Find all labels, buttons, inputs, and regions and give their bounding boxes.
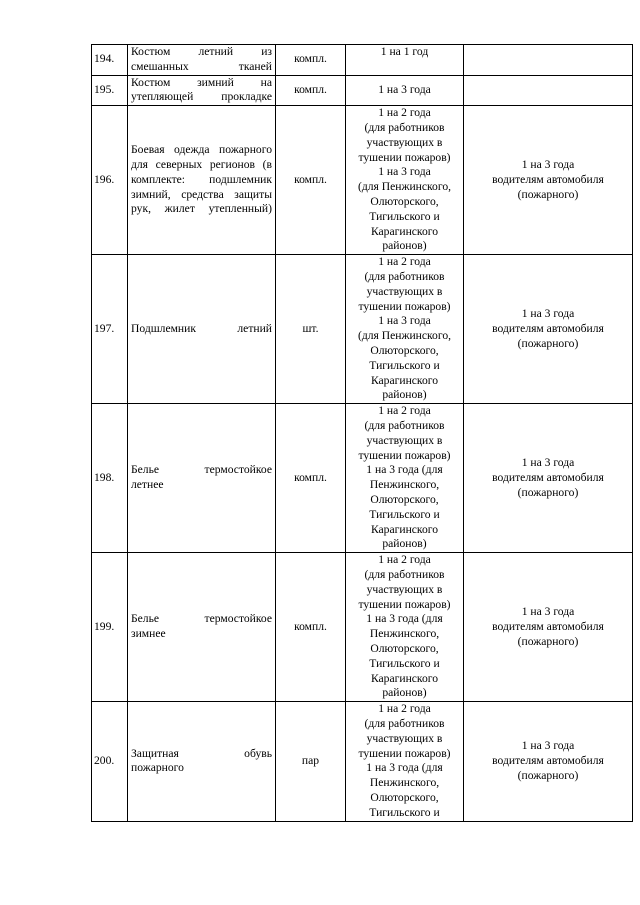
table-row xyxy=(92,255,633,404)
issue-norm-line: Пенжинского, xyxy=(369,776,440,790)
driver-norm xyxy=(464,702,633,821)
issue-norm-line: Тигильского и xyxy=(369,358,440,372)
issue-norm-line: тушении пожаров) xyxy=(358,299,451,313)
driver-norm xyxy=(464,404,633,553)
issue-norm-line: Олюторского, xyxy=(370,492,439,506)
row-number: 198. xyxy=(92,404,128,553)
driver-norm-line: водителям автомобиля xyxy=(492,619,604,633)
issue-norm xyxy=(346,553,464,702)
item-name-line: рук, жилет утепленный) xyxy=(131,202,272,216)
table-row xyxy=(92,75,633,106)
issue-norm-line: 1 на 3 года xyxy=(378,165,431,179)
issue-norm-line: Тигильского и xyxy=(369,805,440,819)
issue-norm-line: (для работников xyxy=(364,419,445,432)
issue-norm-line: районов) xyxy=(382,537,427,551)
row-number: 195. xyxy=(92,75,128,106)
item-name xyxy=(128,75,276,106)
driver-norm xyxy=(464,45,633,76)
item-name-line: для северных регионов (в xyxy=(131,157,272,171)
issue-norm-line: 1 на 3 года xyxy=(378,82,431,96)
issue-norm-line: 1 на 3 года (для xyxy=(366,761,443,775)
item-name xyxy=(128,45,276,76)
item-name xyxy=(128,404,276,553)
driver-norm xyxy=(464,75,633,106)
issue-norm-line: Карагинского xyxy=(370,671,439,685)
item-name xyxy=(128,553,276,702)
item-name-line: Защитная обувь xyxy=(131,746,272,760)
issue-norm-line: 1 на 2 года xyxy=(378,702,431,716)
issue-norm-line: Тигильского и xyxy=(369,656,440,670)
issue-norm-line: 1 на 1 год xyxy=(380,45,429,58)
issue-norm-line: Тигильского и xyxy=(369,209,440,223)
issue-norm-line: Пенжинского, xyxy=(369,627,440,641)
table-row xyxy=(92,553,633,702)
issue-norm-line: участвующих в xyxy=(366,582,443,596)
issue-norm-line: 1 на 3 года (для xyxy=(366,612,443,626)
driver-norm xyxy=(464,553,633,702)
issue-norm-line: (для работников xyxy=(364,568,445,581)
driver-norm-line: 1 на 3 года xyxy=(521,157,575,171)
issue-norm-line: Олюторского, xyxy=(370,194,439,208)
issue-norm-line: Олюторского, xyxy=(370,641,439,655)
driver-norm xyxy=(464,106,633,255)
unit-cell: шт. xyxy=(276,255,346,404)
row-number: 196. xyxy=(92,106,128,255)
issue-norm-line: 1 на 3 года (для xyxy=(366,463,443,477)
issue-norm-line: (для работников xyxy=(364,270,445,283)
item-name-line: комплекте: подшлемник xyxy=(131,172,272,186)
item-name xyxy=(128,106,276,255)
issue-norm-line: Пенжинского, xyxy=(369,478,440,492)
driver-norm-line: (пожарного) xyxy=(517,336,579,350)
issue-norm xyxy=(346,45,464,76)
issue-norm-line: 1 на 2 года xyxy=(378,404,431,418)
item-name-line: утепляющей прокладке xyxy=(131,90,272,104)
item-name-line: зимний, средства защиты xyxy=(131,187,272,201)
issue-norm-line: (для работников xyxy=(364,121,445,134)
norms-table xyxy=(91,44,633,822)
row-number: 194. xyxy=(92,45,128,76)
unit-cell: компл. xyxy=(276,106,346,255)
driver-norm-line: (пожарного) xyxy=(517,187,579,201)
item-name xyxy=(128,255,276,404)
issue-norm xyxy=(346,255,464,404)
item-name-line: Костюм зимний на xyxy=(131,75,272,89)
driver-norm-line: (пожарного) xyxy=(517,485,579,499)
driver-norm-line: (пожарного) xyxy=(517,634,579,648)
item-name-line: Боевая одежда пожарного xyxy=(131,143,272,157)
issue-norm-line: 1 на 3 года xyxy=(378,314,431,328)
issue-norm xyxy=(346,75,464,106)
issue-norm-line: (для Пенжинского, xyxy=(357,180,452,194)
issue-norm-line: участвующих в xyxy=(366,731,443,745)
row-number: 197. xyxy=(92,255,128,404)
item-name-line: Белье термостойкое xyxy=(131,463,272,477)
item-name-line: смешанных тканей xyxy=(131,59,272,73)
driver-norm-line: водителям автомобиля xyxy=(492,753,604,767)
unit-cell: пар xyxy=(276,702,346,821)
unit-cell: компл. xyxy=(276,75,346,106)
norms-table-body xyxy=(92,45,633,822)
item-name-line: летнее xyxy=(131,478,164,492)
issue-norm-line: участвующих в xyxy=(366,135,443,149)
issue-norm-line: 1 на 2 года xyxy=(378,255,431,269)
driver-norm-line: водителям автомобиля xyxy=(492,321,604,335)
issue-norm-line: Тигильского и xyxy=(369,507,440,521)
issue-norm-line: участвующих в xyxy=(366,433,443,447)
driver-norm-line: 1 на 3 года xyxy=(521,604,575,618)
issue-norm-line: 1 на 2 года xyxy=(378,106,431,120)
issue-norm-line: участвующих в xyxy=(366,284,443,298)
issue-norm-line: 1 на 2 года xyxy=(378,553,431,567)
issue-norm-line: тушении пожаров) xyxy=(358,597,451,611)
issue-norm xyxy=(346,106,464,255)
issue-norm-line: Олюторского, xyxy=(370,790,439,804)
driver-norm-line: 1 на 3 года xyxy=(521,739,575,753)
item-name-line: пожарного xyxy=(131,761,184,775)
item-name-line: Подшлемник летний xyxy=(131,321,272,335)
unit-cell: компл. xyxy=(276,404,346,553)
unit-cell: компл. xyxy=(276,45,346,76)
table-row xyxy=(92,45,633,76)
table-row xyxy=(92,404,633,553)
issue-norm-line: тушении пожаров) xyxy=(358,150,451,164)
issue-norm-line: Карагинского xyxy=(370,373,439,387)
issue-norm-line: Карагинского xyxy=(370,522,439,536)
issue-norm-line: (для Пенжинского, xyxy=(357,329,452,343)
driver-norm-line: 1 на 3 года xyxy=(521,455,575,469)
table-row xyxy=(92,702,633,821)
issue-norm-line: тушении пожаров) xyxy=(358,746,451,760)
issue-norm xyxy=(346,702,464,821)
driver-norm xyxy=(464,255,633,404)
issue-norm-line: районов) xyxy=(382,686,427,700)
row-number: 199. xyxy=(92,553,128,702)
issue-norm-line: районов) xyxy=(382,239,427,253)
driver-norm-line: 1 на 3 года xyxy=(521,306,575,320)
issue-norm-line: Карагинского xyxy=(370,224,439,238)
issue-norm xyxy=(346,404,464,553)
row-number: 200. xyxy=(92,702,128,821)
issue-norm-line: тушении пожаров) xyxy=(358,448,451,462)
item-name xyxy=(128,702,276,821)
item-name-line: Белье термостойкое xyxy=(131,612,272,626)
driver-norm-line: водителям автомобиля xyxy=(492,172,604,186)
unit-cell: компл. xyxy=(276,553,346,702)
issue-norm-line: (для работников xyxy=(364,716,445,730)
issue-norm-line: Олюторского, xyxy=(370,343,439,357)
driver-norm-line: водителям автомобиля xyxy=(492,470,604,484)
item-name-line: зимнее xyxy=(131,627,166,641)
driver-norm-line: (пожарного) xyxy=(517,768,579,782)
table-row xyxy=(92,106,633,255)
item-name-line: Костюм летний из xyxy=(131,45,272,58)
issue-norm-line: районов) xyxy=(382,388,427,402)
